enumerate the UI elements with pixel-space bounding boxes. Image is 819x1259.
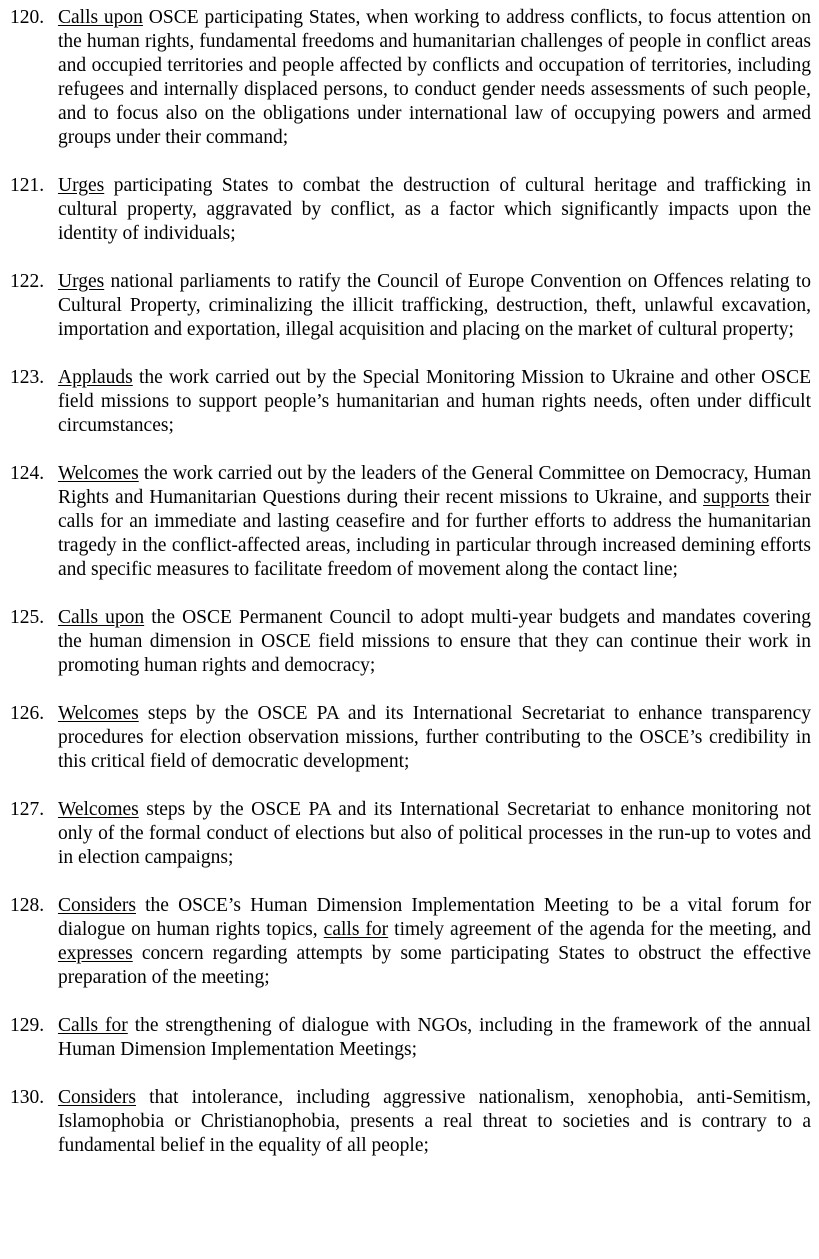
paragraph-text-segment: that intolerance, including aggressive nationalism, xenophobia, anti-Semitism, Islamophobia or Christianophobia, presents a real threat to societies and is contrary to a fundamental belief in the equality of all people; bbox=[58, 1087, 811, 1156]
resolution-paragraph bbox=[10, 6, 811, 150]
paragraph-number: 126. bbox=[10, 703, 45, 724]
resolution-paragraph bbox=[10, 1014, 811, 1062]
operative-keyword: Applauds bbox=[58, 367, 133, 388]
paragraph-text-segment: the OSCE’s Human Dimension Implementation Meeting to be a vital forum for dialogue on human rights topics, bbox=[58, 895, 811, 940]
operative-keyword: Welcomes bbox=[58, 463, 139, 484]
resolution-paragraph bbox=[10, 798, 811, 870]
resolution-paragraph bbox=[10, 270, 811, 342]
paragraph-text-segment: the work carried out by the leaders of the General Committee on Democracy, Human Rights and Humanitarian Questions during their recent missions to Ukraine, and bbox=[58, 463, 811, 508]
paragraph-text bbox=[58, 270, 811, 342]
operative-keyword: Calls upon bbox=[58, 607, 145, 628]
resolution-paragraph bbox=[10, 702, 811, 774]
paragraph-text-segment: the strengthening of dialogue with NGOs, including in the framework of the annual Human Dimension Implementation Meetings; bbox=[58, 1015, 811, 1060]
paragraph-text-segment: steps by the OSCE PA and its International Secretariat to enhance monitoring not only of the formal conduct of elections but also of political processes in the run-up to votes and in election campaigns; bbox=[58, 799, 811, 868]
paragraph-text bbox=[58, 6, 811, 150]
resolution-paragraph bbox=[10, 606, 811, 678]
paragraph-text bbox=[58, 366, 811, 438]
paragraph-text-segment: their calls for an immediate and lasting ceasefire and for further efforts to address the humanitarian tragedy in the conflict-affected areas, including in particular through increased demining efforts and specific measures to facilitate freedom of movement along the contact line; bbox=[58, 487, 812, 580]
paragraph-text bbox=[58, 894, 811, 990]
operative-keyword: Calls for bbox=[58, 1015, 128, 1036]
paragraph-text bbox=[58, 606, 811, 678]
paragraph-text bbox=[58, 1014, 811, 1062]
operative-keyword: supports bbox=[703, 487, 770, 508]
resolution-paragraph bbox=[10, 366, 811, 438]
paragraph-text-segment: the OSCE Permanent Council to adopt multi-year budgets and mandates covering the human dimension in OSCE field missions to ensure that they can continue their work in promoting human rights and democracy; bbox=[58, 607, 811, 676]
paragraph-text bbox=[58, 462, 811, 582]
paragraph-text-segment: participating States to combat the destruction of cultural heritage and trafficking in cultural property, aggravated by conflict, as a factor which significantly impacts upon the identity of individuals; bbox=[58, 175, 811, 244]
paragraph-text bbox=[58, 1086, 811, 1158]
operative-keyword: Welcomes bbox=[58, 703, 139, 724]
paragraph-number: 124. bbox=[10, 463, 45, 484]
operative-keyword: Calls upon bbox=[58, 7, 143, 28]
resolution-paragraph bbox=[10, 1086, 811, 1158]
paragraph-text-segment: the work carried out by the Special Monitoring Mission to Ukraine and other OSCE field missions to support people’s humanitarian and human rights needs, often under difficult circumstances; bbox=[58, 367, 811, 436]
paragraph-number: 123. bbox=[10, 367, 45, 388]
operative-keyword: expresses bbox=[58, 943, 133, 964]
paragraph-number: 125. bbox=[10, 607, 45, 628]
paragraph-number: 121. bbox=[10, 175, 45, 196]
paragraph-number: 128. bbox=[10, 895, 45, 916]
paragraph-text-segment: timely agreement of the agenda for the meeting, and bbox=[388, 919, 812, 940]
paragraph-text bbox=[58, 798, 811, 870]
paragraph-text-segment: steps by the OSCE PA and its International Secretariat to enhance transparency procedures for election observation missions, further contributing to the OSCE’s credibility in this critical field of democratic development; bbox=[58, 703, 811, 772]
paragraph-number: 120. bbox=[10, 7, 45, 28]
paragraph-text bbox=[58, 174, 811, 246]
operative-keyword: Considers bbox=[58, 1087, 136, 1108]
paragraph-list bbox=[10, 6, 811, 1158]
operative-keyword: Urges bbox=[58, 271, 105, 292]
paragraph-number: 130. bbox=[10, 1087, 45, 1108]
operative-keyword: Welcomes bbox=[58, 799, 139, 820]
resolution-paragraph bbox=[10, 462, 811, 582]
operative-keyword: Urges bbox=[58, 175, 105, 196]
resolution-paragraph bbox=[10, 894, 811, 990]
paragraph-number: 122. bbox=[10, 271, 45, 292]
paragraph-text-segment: concern regarding attempts by some participating States to obstruct the effective preparation of the meeting; bbox=[58, 943, 811, 988]
paragraph-number: 129. bbox=[10, 1015, 45, 1036]
paragraph-text-segment: OSCE participating States, when working to address conflicts, to focus attention on the human rights, fundamental freedoms and humanitarian challenges of people in conflict areas and occupied territories and people affected by conflicts and occupation of territories, including refugees and internally displaced persons, to conduct gender needs assessments of such people, and to focus also on the obligations under international law of occupying powers and armed groups under their command; bbox=[58, 7, 811, 148]
paragraph-text bbox=[58, 702, 811, 774]
operative-keyword: calls for bbox=[323, 919, 389, 940]
resolution-paragraph bbox=[10, 174, 811, 246]
operative-keyword: Considers bbox=[58, 895, 136, 916]
paragraph-number: 127. bbox=[10, 799, 45, 820]
paragraph-text-segment: national parliaments to ratify the Council of Europe Convention on Offences relating to Cultural Property, criminalizing the illicit trafficking, destruction, theft, unlawful excavation, importation and exportation, illegal acquisition and placing on the market of cultural property; bbox=[58, 271, 811, 340]
